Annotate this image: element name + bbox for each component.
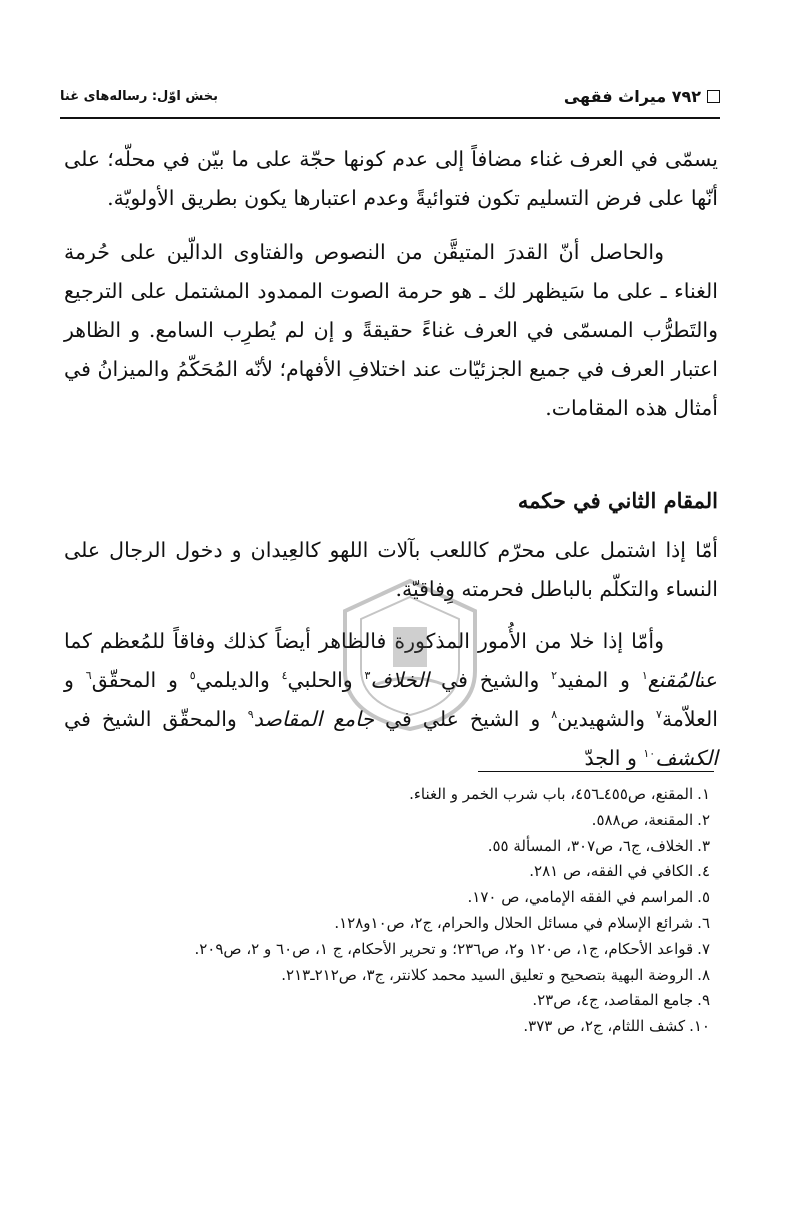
p4-text: والشيخ في: [441, 668, 540, 692]
section-heading: المقام الثاني في حكمه: [517, 488, 718, 513]
square-icon: [707, 90, 720, 103]
paragraph-3: أمّا إذا اشتمل على محرّم كاللعب بآلات اللهو كالعِيدان و دخول الرجال على النساء والتكلّم بالباطل فحرمته وِفاقيّة.: [64, 538, 718, 601]
footnote-divider: [478, 771, 714, 772]
source-title: الكشف: [655, 746, 718, 770]
footnote-ref: ٨: [551, 708, 558, 722]
source-title: المُقنع: [647, 668, 700, 692]
footnote-item: ٣.الخلاف، ج٦، ص٣٠٧، المسألة ٥٥.: [487, 836, 710, 855]
footnote-ref: ٦: [85, 669, 92, 683]
footnote-item: ٨.الروضة البهية بتصحيح و تعليق السيد محمد كلانتر، ج٣، ص٢١٢ـ٢١٣.: [281, 965, 710, 984]
footnote-ref: ٧: [656, 708, 662, 722]
footnote-ref: ١: [641, 669, 648, 683]
page-number: [564, 87, 720, 106]
footnote-item: ٢.المقنعة، ص٥٨٨.: [591, 810, 710, 829]
footnote-item: ٦.شرائع الإسلام في مسائل الحلال والحرام، ج٢، ص١٠و١٢٨.: [334, 913, 710, 932]
p4-text: و الشيخ علي في: [384, 707, 541, 731]
footnote-item: ٥.المراسم في الفقه الإمامي، ص ١٧٠.: [467, 888, 710, 907]
library-stamp-watermark: [335, 575, 485, 735]
p4-text: والديلمي: [195, 668, 270, 692]
page-label: ٧٩٢ ميراث فقهى: [563, 86, 701, 106]
footnote-ref: ١٠: [643, 747, 656, 761]
p4-text: والحلبي: [287, 668, 353, 692]
running-header: [60, 82, 720, 110]
paragraph-2: والحاصل أنّ القدرَ المتيقَّن من النصوص والفتاوى الدالّين على حُرمة الغناء ـ على ما سَيظهر لك ـ هو حرمة الصوت الممدود المشتمل على الترجيع والتَطرُّب المسمّى في العرف غناءً حقيقةً و إن لم يُطرِب السامع. و الظاهر اعتبار العرف في جميع الجزئيّات عند اختلافِ الأفهام؛ لأنّه المُحَكّمُ والميزانُ في أمثال هذه المقامات.: [64, 240, 718, 420]
footnote-item: ٩.جامع المقاصد، ج٤، ص٢٣.: [532, 991, 710, 1010]
footnote-item: ٤.الكافي في الفقه، ص ٢٨١.: [529, 862, 710, 881]
footnote-item: ١٠.كشف اللثام، ج٢، ص ٣٧٣.: [523, 1017, 710, 1036]
footnote-ref: ٥: [189, 669, 196, 683]
p4-text: و المفيد: [557, 668, 630, 692]
section-title: بخش اوّل: رساله‌هاى غنا: [60, 88, 219, 104]
p4-text: و المحقّق: [91, 668, 178, 692]
p4-text: والمحقّق الشيخ في: [64, 707, 237, 731]
header-divider: [60, 117, 720, 119]
footnote-ref: ٢: [551, 669, 558, 683]
footnote-ref: ٤: [281, 669, 288, 683]
p4-text: و العلاّمة: [64, 668, 718, 731]
footnote-ref: ٩: [247, 708, 254, 722]
p4-text: و الجدّ: [584, 746, 637, 770]
p4-text: والشهيدين: [557, 707, 646, 731]
footnote-item: ٧.قواعد الأحكام، ج١، ص١٢٠ و٢، ص٢٣٦؛ و تحرير الأحكام، ج ١، ص٦٠ و ٢، ص٢٠٩.: [194, 939, 710, 958]
footnotes: [56, 782, 716, 1040]
footnote-ref: ٣: [364, 669, 371, 683]
paragraph-1: يسمّى في العرف غناء مضافاً إلى عدم كونها حجّة على ما بيّن في محلّه؛ على أنّها على فرض التسليم تكون فتوائيةً وعدم اعتبارها يكون بطريق الأولويّة.: [64, 147, 718, 210]
footnote-item: ١.المقنع، ص٤٥٥ـ٤٥٦، باب شرب الخمر و الغناء.: [409, 785, 710, 803]
source-title: الخلاف: [370, 668, 430, 692]
p4-text: وأمّا إذا خلا من الأُمور المذكورة فالظاهر أيضاً كذلك وفاقاً للمُعظم كما عن: [64, 629, 718, 692]
source-title: جامع المقاصد: [253, 707, 375, 731]
